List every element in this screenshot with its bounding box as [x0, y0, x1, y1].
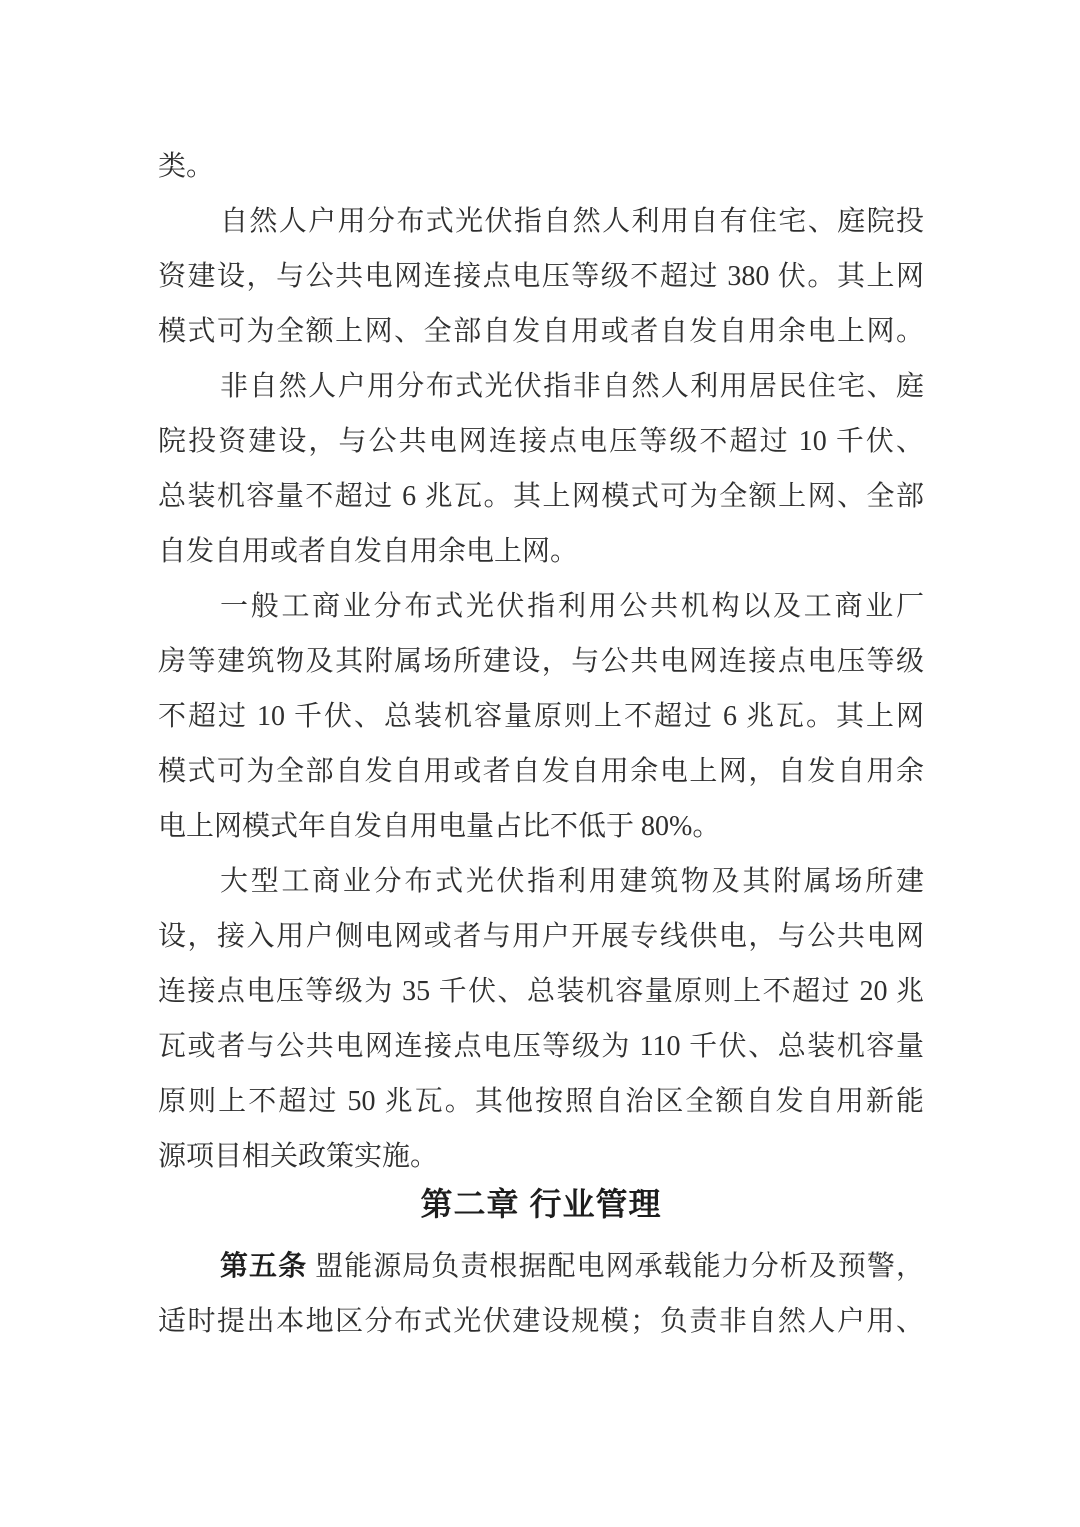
bold-text-segment: 第五条	[220, 1251, 308, 1282]
paragraph-line	[158, 799, 924, 854]
paragraph-line	[158, 414, 924, 469]
text-segment: 一般工商业分布式光伏指利用公共机构以及工商业厂	[220, 591, 924, 622]
text-segment: 不超过 10 千伏、总装机容量原则上不超过 6 兆瓦。其上网	[158, 701, 924, 732]
paragraph-line	[158, 524, 924, 579]
text-segment: 原则上不超过 50 兆瓦。其他按照自治区全额自发自用新能	[158, 1086, 924, 1117]
text-segment: 院投资建设，与公共电网连接点电压等级不超过 10 千伏、	[158, 426, 924, 457]
paragraph-line	[158, 194, 924, 249]
paragraph-line	[158, 1074, 924, 1129]
paragraph-line	[158, 964, 924, 1019]
text-segment: 资建设，与公共电网连接点电压等级不超过 380 伏。其上网	[158, 261, 924, 292]
paragraph-line	[158, 1019, 924, 1074]
text-segment: 电上网模式年自发自用电量占比不低于 80%。	[158, 811, 721, 842]
text-segment: 适时提出本地区分布式光伏建设规模；负责非自然人户用、	[158, 1306, 924, 1337]
text-segment: 总装机容量不超过 6 兆瓦。其上网模式可为全额上网、全部	[158, 481, 924, 512]
text-segment: 设，接入用户侧电网或者与用户开展专线供电，与公共电网	[158, 921, 924, 952]
paragraph-line	[158, 909, 924, 964]
paragraph-line	[158, 469, 924, 524]
text-block	[158, 139, 924, 1349]
paragraph-line	[158, 1129, 924, 1184]
paragraph-line	[158, 359, 924, 414]
paragraph-line	[158, 249, 924, 304]
paragraph-line	[158, 689, 924, 744]
text-segment: 房等建筑物及其附属场所建设，与公共电网连接点电压等级	[158, 646, 924, 677]
paragraph-line	[158, 579, 924, 634]
paragraph-line	[158, 744, 924, 799]
text-segment: 自然人户用分布式光伏指自然人利用自有住宅、庭院投	[220, 206, 924, 237]
text-segment: 自发自用或者自发自用余电上网。	[158, 536, 579, 567]
text-segment: 瓦或者与公共电网连接点电压等级为 110 千伏、总装机容量	[158, 1031, 924, 1062]
text-segment: 类。	[158, 151, 215, 182]
paragraph-line	[158, 304, 924, 359]
text-segment: 非自然人户用分布式光伏指非自然人利用居民住宅、庭	[220, 371, 924, 402]
paragraph-line	[158, 139, 924, 194]
text-segment: 大型工商业分布式光伏指利用建筑物及其附属场所建	[220, 866, 924, 897]
chapter-heading	[158, 1177, 924, 1232]
bold-text-segment: 第二章 行业管理	[420, 1186, 662, 1222]
text-segment: 模式可为全额上网、全部自发自用或者自发自用余电上网。	[158, 316, 924, 347]
paragraph-line	[158, 1239, 924, 1294]
text-segment: 源项目相关政策实施。	[158, 1141, 439, 1172]
paragraph-line	[158, 1294, 924, 1349]
paragraph-line	[158, 854, 924, 909]
text-segment: 盟能源局负责根据配电网承载能力分析及预警，	[307, 1251, 924, 1282]
text-segment: 连接点电压等级为 35 千伏、总装机容量原则上不超过 20 兆	[158, 976, 924, 1007]
text-segment: 模式可为全部自发自用或者自发自用余电上网，自发自用余	[158, 756, 924, 787]
paragraph-line	[158, 634, 924, 689]
